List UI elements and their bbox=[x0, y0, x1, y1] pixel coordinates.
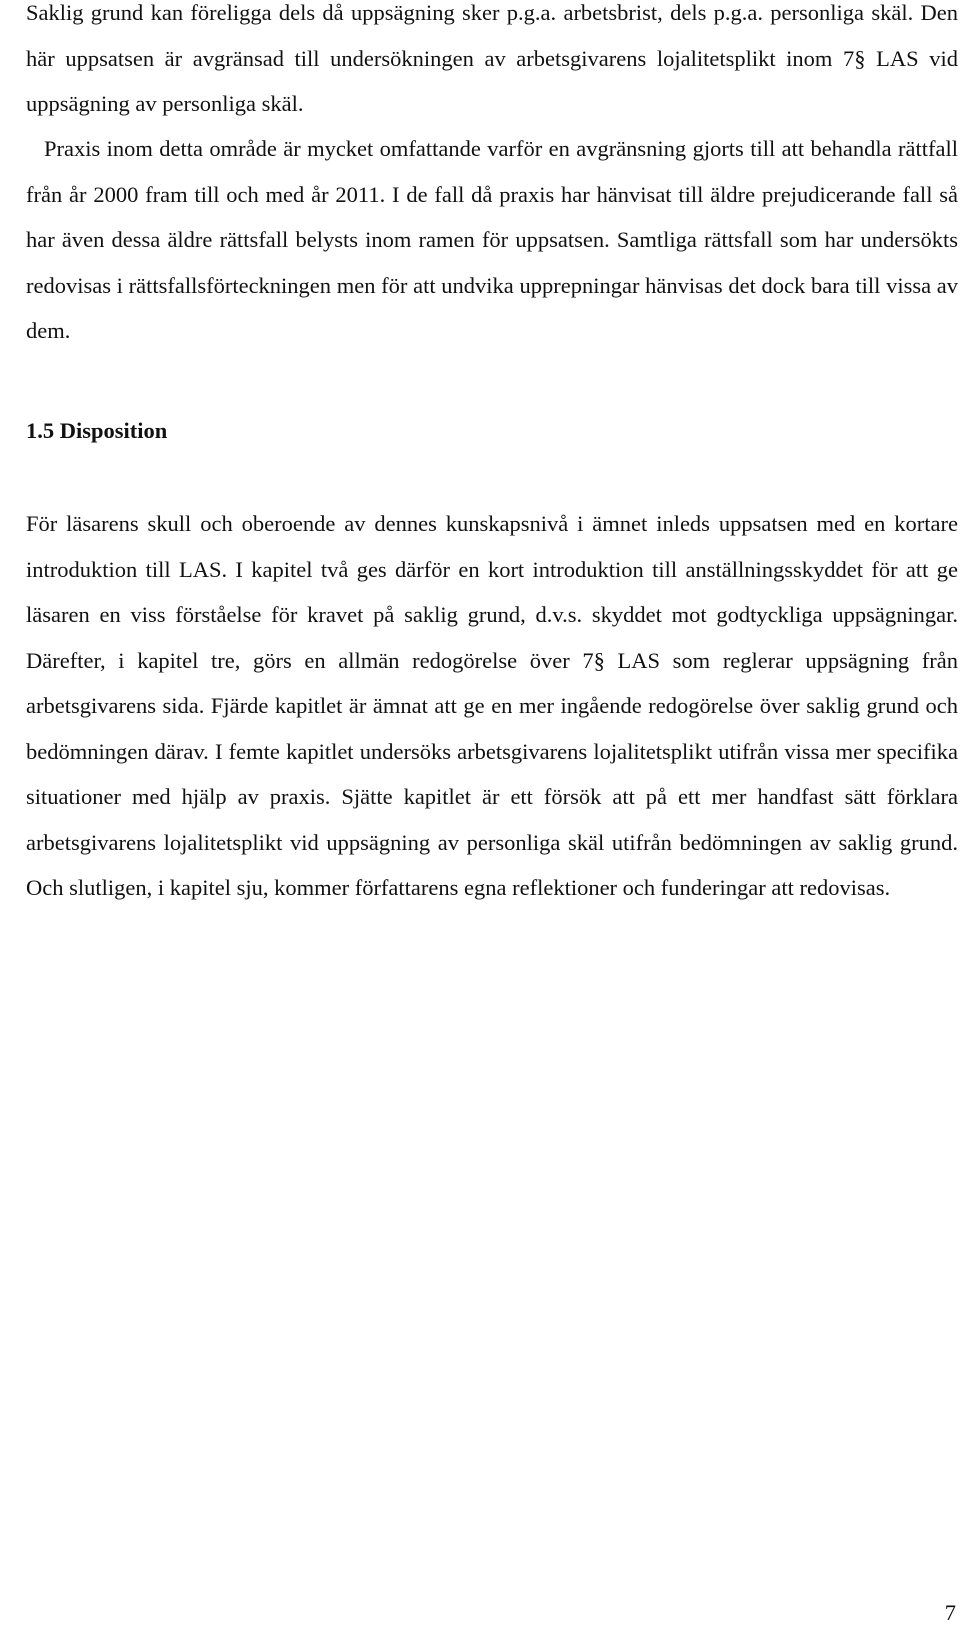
paragraph-limitation-text: Praxis inom detta område är mycket omfattande varför en avgränsning gjorts till att behandla rättfall från år 2000 fram till och med år 2011. I de fall då praxis har hänvisat till äldre prejudicerande fall så har även dessa äldre rättsfall belysts inom ramen för uppsatsen. Samtliga rättsfall som har undersökts redovisas i rättsfallsförteckningen men för att undvika upprepningar hänvisas det dock bara till vissa av dem. bbox=[26, 136, 958, 343]
paragraph-scope: Saklig grund kan föreligga dels då uppsägning sker p.g.a. arbetsbrist, dels p.g.a. personliga skäl. Den här uppsatsen är avgränsad till undersökningen av arbetsgivarens lojalitetsplikt inom 7§ LAS vid uppsägning av personliga skäl. bbox=[26, 0, 958, 116]
page-number: 7 bbox=[944, 1600, 956, 1625]
section-heading: 1.5 Disposition bbox=[26, 418, 168, 443]
paragraph-disposition: För läsarens skull och oberoende av dennes kunskapsnivå i ämnet inleds uppsatsen med en kortare introduktion till LAS. I kapitel två ges därför en kort introduktion till anställningsskyddet för att ge läsaren en viss förståelse för kravet på saklig grund, d.v.s. skyddet mot godtyckliga uppsägningar. Därefter, i kapitel tre, görs en allmän redogörelse över 7§ LAS som reglerar uppsägning från arbetsgivarens sida. Fjärde kapitlet är ämnat att ge en mer ingående redogörelse över saklig grund och bedömningen därav. I femte kapitlet undersöks arbetsgivarens lojalitetsplikt utifrån vissa mer specifika situationer med hjälp av praxis. Sjätte kapitlet är ett försök att på ett mer handfast sätt förklara arbetsgivarens lojalitetsplikt vid uppsägning av personliga skäl utifrån bedömningen av saklig grund. Och slutligen, i kapitel sju, kommer författarens egna reflektioner och funderingar att redovisas. bbox=[26, 511, 958, 900]
document-page bbox=[26, 0, 958, 1648]
paragraph-limitation bbox=[26, 126, 958, 354]
